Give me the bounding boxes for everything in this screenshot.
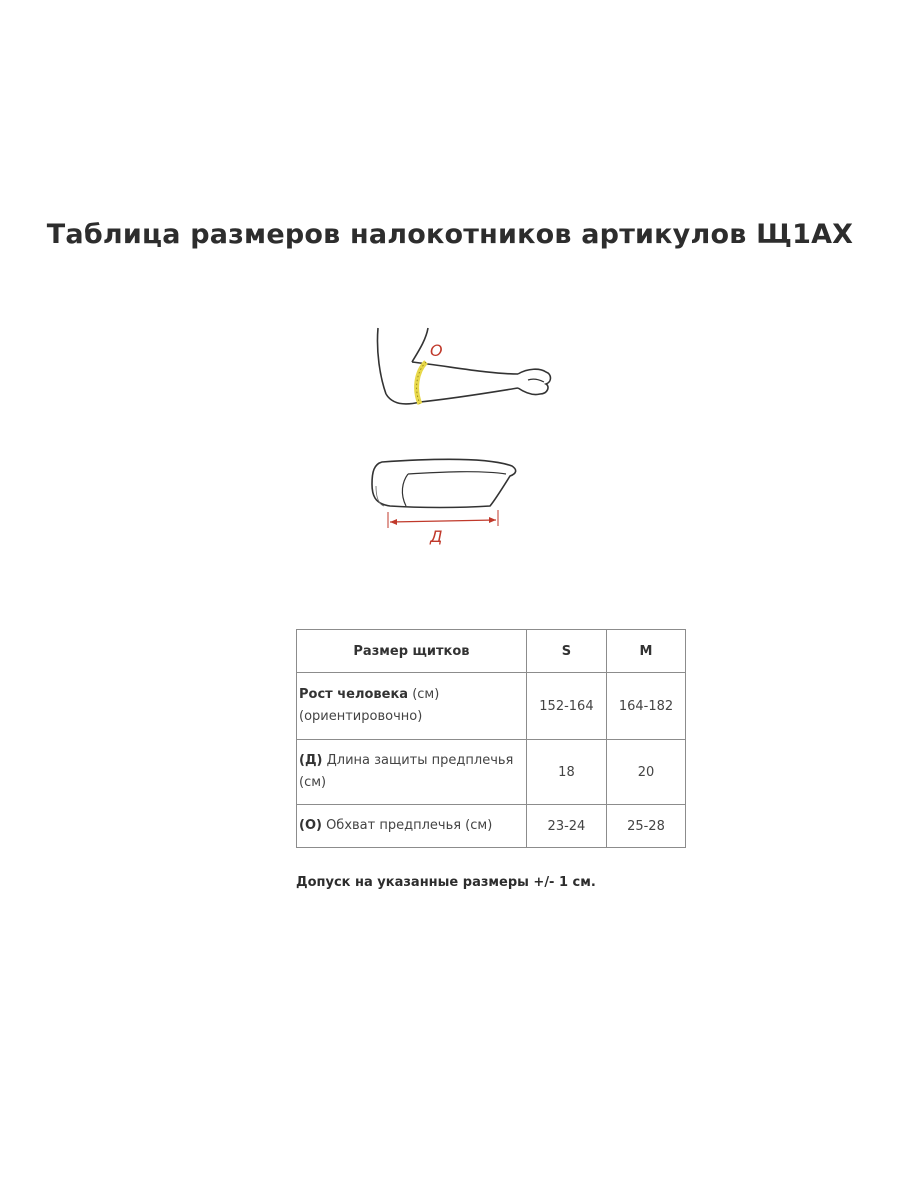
guard-outline (372, 459, 516, 507)
dimension-arrowhead-left (390, 519, 397, 525)
header-size: Размер щитков (297, 630, 527, 673)
cell-circumference-m: 25-28 (606, 805, 685, 848)
upper-arm-back-outline (377, 328, 386, 394)
table-row (297, 673, 686, 740)
row-label-height: Рост человека (см) (ориентировочно) (297, 673, 527, 740)
forearm-bottom-outline (420, 388, 518, 402)
arm-illustration (368, 322, 558, 418)
table-header-row (297, 630, 686, 673)
dimension-arrow-line (390, 520, 496, 522)
cell-circumference-s: 23-24 (526, 805, 606, 848)
header-m: M (606, 630, 685, 673)
fist-finger-line (528, 379, 544, 382)
fist-outline (518, 369, 551, 394)
header-s: S (526, 630, 606, 673)
circumference-marker-label: О (430, 341, 443, 360)
guard-cuff-line (402, 474, 408, 506)
tolerance-note: Допуск на указанные размеры +/- 1 см. (296, 875, 596, 890)
row-label-length: (Д) Длина защиты предплечья (см) (297, 740, 527, 805)
guard-illustration (360, 452, 530, 552)
row-label-circumference: (О) Обхват предплечья (см) (297, 805, 527, 848)
table-row (297, 805, 686, 848)
cell-length-s: 18 (526, 740, 606, 805)
page-title: Таблица размеров налокотников артикулов Щ1АХ (46, 219, 854, 250)
dimension-arrowhead-right (489, 517, 496, 523)
cell-length-m: 20 (606, 740, 685, 805)
size-table (296, 629, 686, 848)
cell-height-m: 164-182 (606, 673, 685, 740)
length-marker-label: Д (430, 527, 443, 546)
upper-arm-front-outline (412, 328, 428, 362)
forearm-top-outline (412, 362, 518, 374)
table-row (297, 740, 686, 805)
guard-shading-line (376, 486, 384, 506)
guard-inner-edge (408, 472, 506, 474)
measuring-tape (417, 362, 426, 404)
cell-height-s: 152-164 (526, 673, 606, 740)
